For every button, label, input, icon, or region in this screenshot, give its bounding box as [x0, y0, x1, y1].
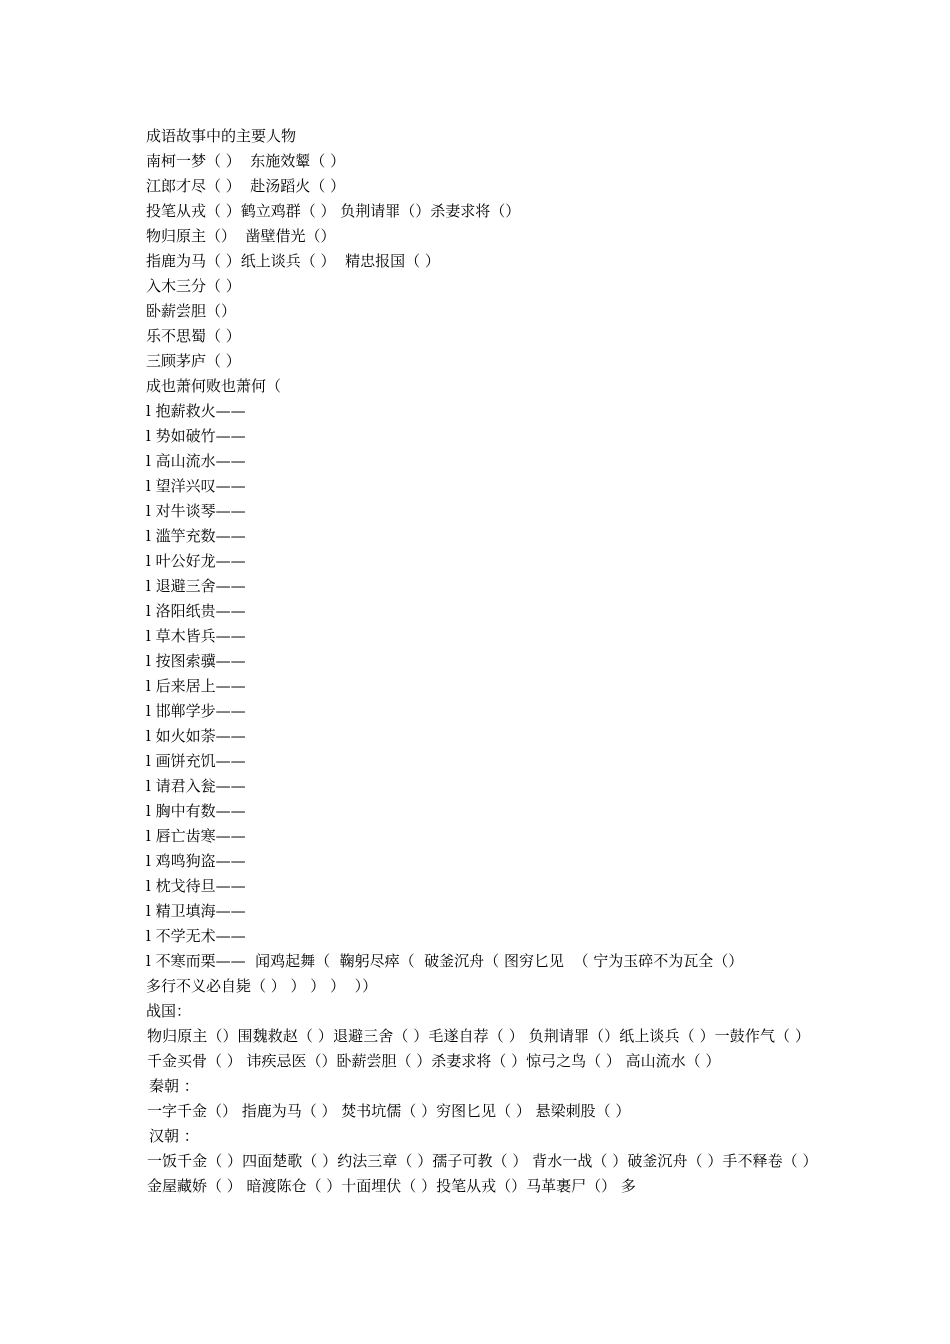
text-line: 入木三分（ ）: [146, 277, 241, 295]
text-line: 多行不义必自毙（ ） ） ） ） ））: [146, 977, 378, 995]
list-item: l 叶公好龙——: [146, 552, 246, 570]
list-item: l 不学无术——: [146, 927, 246, 945]
list-item: l 邯郸学步——: [146, 702, 246, 720]
list-item: l 滥竽充数——: [146, 527, 246, 545]
text-line: 物归原主（） 凿壁借光（）: [146, 227, 336, 245]
list-item: l 望洋兴叹——: [146, 477, 246, 495]
list-item: l 枕戈待旦——: [146, 877, 246, 895]
list-item: l 精卫填海——: [146, 902, 246, 920]
list-item: l 退避三舍——: [146, 577, 246, 595]
document-page: [146, 124, 810, 1199]
section-heading: 汉朝 ：: [149, 1127, 199, 1145]
list-item: l 请君入瓮——: [146, 777, 246, 795]
list-item: l 对牛谈琴——: [146, 502, 246, 520]
list-item: l 鸡鸣狗盗——: [146, 852, 246, 870]
text-line: 成也萧何败也萧何（: [146, 377, 282, 395]
text-line: 投笔从戎（ ）鹤立鸡群（ ） 负荆请罪（）杀妻求将（）: [146, 202, 521, 220]
text-line: 指鹿为马（ ）纸上谈兵（ ） 精忠报国（ ）: [146, 252, 440, 270]
list-item: l 唇亡齿寒——: [146, 827, 246, 845]
text-line: 南柯一梦（ ） 东施效颦（ ）: [146, 152, 346, 170]
section-heading: 秦朝 ：: [149, 1077, 199, 1095]
list-item: l 不寒而栗—— 闻鸡起舞（ 鞠躬尽瘁（ 破釜沉舟（ 图穷匕见 （ 宁为玉碎不为瓦全（）: [146, 952, 744, 970]
section-paragraph: 一饭千金（ ）四面楚歌（ ）约法三章（ ）孺子可教（ ） 背水一战（ ）破釜沉舟（ ）手不释卷（ ）金屋藏娇（ ） 暗渡陈仓（ ）十面埋伏（ ）投笔从戎（）马革裹尸（） 多: [147, 1152, 810, 1195]
list-item: l 后来居上——: [146, 677, 246, 695]
list-item: l 势如破竹——: [146, 427, 246, 445]
text-line: 卧薪尝胆（）: [146, 302, 237, 320]
text-line: 江郎才尽（ ） 赴汤蹈火（ ）: [146, 177, 346, 195]
text-line: 乐不思蜀（ ）: [146, 327, 241, 345]
list-item: l 胸中有数——: [146, 802, 246, 820]
section-heading: 战国：: [146, 1002, 192, 1020]
list-item: l 抱薪救火——: [146, 402, 246, 420]
list-item: l 如火如荼——: [146, 727, 246, 745]
list-item: l 画饼充饥——: [146, 752, 246, 770]
text-line: 三顾茅庐（ ）: [146, 352, 241, 370]
section-paragraph: 物归原主（）围魏救赵（ ）退避三舍（ ）毛遂自荐（ ） 负荆请罪（）纸上谈兵（ ）一鼓作气（ ）千金买骨（ ） 讳疾忌医（）卧薪尝胆（ ）杀妻求将（ ）惊弓之鸟（ ） 高山流水（ ）: [147, 1027, 810, 1070]
section-paragraph: 一字千金（） 指鹿为马（ ） 焚书坑儒（ ）穷图匕见（ ） 悬梁刺股（ ）: [147, 1102, 631, 1120]
list-item: l 洛阳纸贵——: [146, 602, 246, 620]
list-item: l 高山流水——: [146, 452, 246, 470]
list-item: l 草木皆兵——: [146, 627, 246, 645]
list-item: l 按图索骥——: [146, 652, 246, 670]
document-title: 成语故事中的主要人物: [146, 127, 297, 145]
